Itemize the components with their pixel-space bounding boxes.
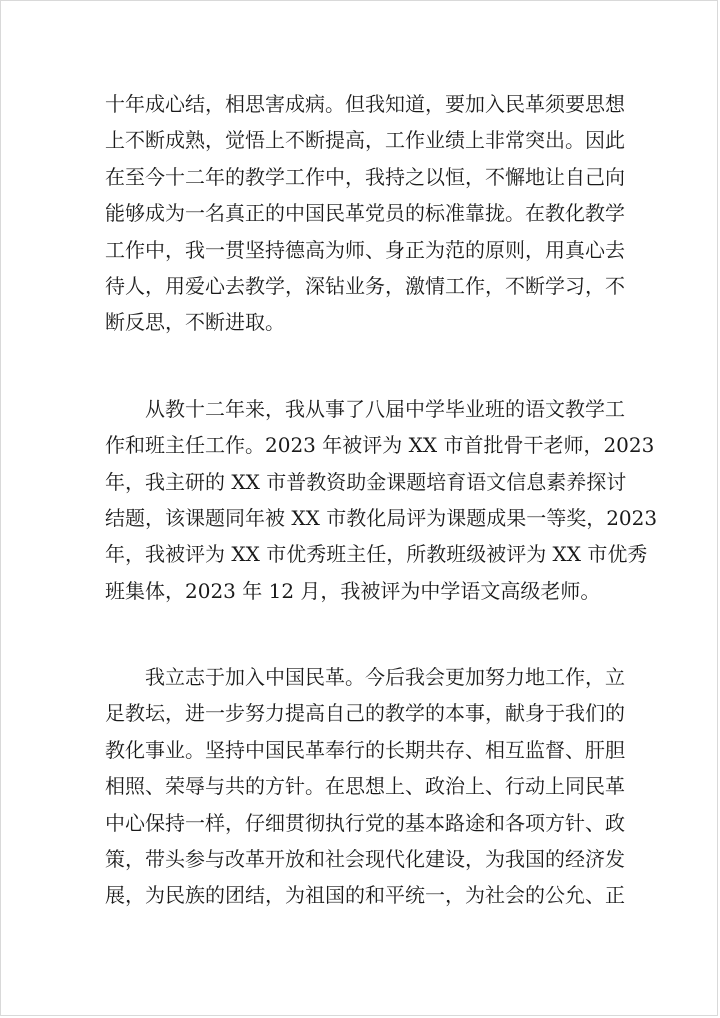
paragraph-line: 能够成为一名真正的中国民革党员的标准靠拢。在教化教学 <box>105 201 625 226</box>
paragraph-line: 断反思，不断进取。 <box>105 310 285 335</box>
paragraph-line: 上不断成熟，觉悟上不断提高，工作业绩上非常突出。因此 <box>105 128 625 153</box>
paragraph-line: 待人，用爱心去教学，深钻业务，激情工作，不断学习，不 <box>105 273 625 298</box>
paragraph-line: 从教十二年来，我从事了八届中学毕业班的语文教学工 <box>145 396 625 421</box>
paragraph-line: 年，我被评为 XX 市优秀班主任，所教班级被评为 XX 市优秀 <box>105 542 648 567</box>
document-body <box>105 86 658 914</box>
paragraph-line: 中心保持一样，仔细贯彻执行党的基本路途和各项方针、政 <box>105 810 625 835</box>
paragraph-line: 展，为民族的团结，为祖国的和平统一，为社会的公允、正 <box>105 883 625 908</box>
paragraph-line: 工作中，我一贯坚持德高为师、身正为范的原则，用真心去 <box>105 237 625 262</box>
paragraph-line: 结题，该课题同年被 XX 市教化局评为课题成果一等奖，2023 <box>105 505 658 530</box>
paragraph-line: 教化事业。坚持中国民革奉行的长期共存、相互监督、肝胆 <box>105 737 625 762</box>
paragraph-1 <box>105 86 625 341</box>
paragraph-line: 作和班主任工作。2023 年被评为 XX 市首批骨干老师，2023 <box>105 433 655 458</box>
paragraph-line: 年，我主研的 XX 市普教资助金课题培育语文信息素养探讨 <box>105 469 627 494</box>
paragraph-3 <box>105 659 625 914</box>
paragraph-line: 策，带头参与改革开放和社会现代化建设，为我国的经济发 <box>105 847 625 872</box>
paragraph-2 <box>105 391 658 609</box>
paragraph-line: 十年成心结，相思害成病。但我知道，要加入民革须要思想 <box>105 92 625 116</box>
paragraph-line: 班集体，2023 年 12 月，我被评为中学语文高级老师。 <box>105 578 601 603</box>
paragraph-line: 足教坛，进一步努力提高自己的教学的本事，献身于我们的 <box>105 701 625 726</box>
paragraph-spacer <box>105 609 619 659</box>
paragraph-line: 在至今十二年的教学工作中，我持之以恒，不懈地让自己向 <box>105 164 625 189</box>
paragraph-line: 相照、荣辱与共的方针。在思想上、政治上、行动上同民革 <box>105 774 625 799</box>
paragraph-line: 我立志于加入中国民革。今后我会更加努力地工作，立 <box>145 665 625 690</box>
paragraph-spacer <box>105 341 619 391</box>
